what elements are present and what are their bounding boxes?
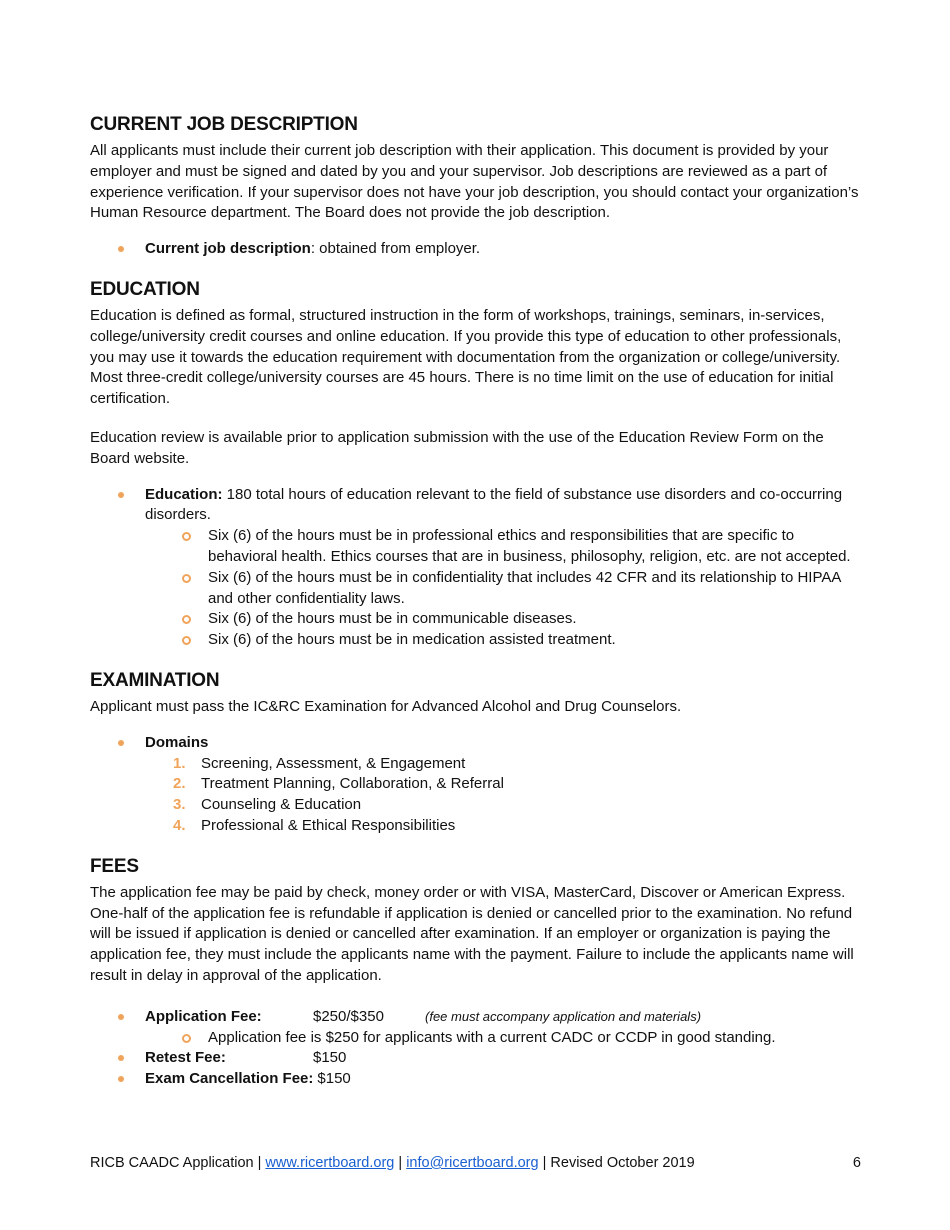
section-job-description	[90, 112, 865, 260]
list-item	[145, 733, 865, 837]
section-education	[90, 277, 865, 651]
footer-separator: |	[394, 1155, 407, 1171]
footer-prefix: RICB CAADC Application |	[90, 1155, 266, 1171]
domain-item	[173, 774, 865, 795]
job-description-list	[90, 239, 865, 260]
cancellation-fee-amount: $150	[317, 1070, 351, 1088]
education-paragraph-1: Education is defined as formal, structured instruction in the form of workshops, trainings, seminars, in-services, college/university credit courses and online education. If you provide this type of education to other professionals, you may use it towards the education requirement with documentation from the organization or college/university. Most three-credit college/university courses are 45 hours. There is no time limit on the use of education for initial certification.	[90, 306, 842, 408]
job-description-heading: CURRENT JOB DESCRIPTION	[90, 114, 358, 135]
sub-list-item: Six (6) of the hours must be in professional ethics and responsibilities that are specific to behavioral health. Ethics courses that are in business, philosophy, religion, etc. are not accepted.	[208, 526, 865, 568]
examination-list	[90, 733, 865, 837]
education-list	[90, 485, 865, 651]
domain-text: Treatment Planning, Collaboration, & Referral	[201, 775, 504, 793]
footer-suffix: | Revised October 2019	[538, 1155, 695, 1171]
sub-list-item: Application fee is $250 for applicants with a current CADC or CCDP in good standing.	[208, 1028, 865, 1049]
application-fee-amount: $250/$350	[313, 1007, 384, 1025]
domain-number: 3.	[173, 796, 186, 814]
domain-text: Counseling & Education	[201, 796, 362, 814]
examination-paragraph: Applicant must pass the IC&RC Examination for Advanced Alcohol and Drug Counselors.	[90, 697, 682, 715]
list-item	[145, 239, 865, 260]
cancellation-fee-label: Exam Cancellation Fee:	[145, 1070, 314, 1088]
application-fee-label: Application Fee:	[145, 1007, 262, 1025]
education-sub-list	[145, 526, 865, 651]
retest-fee-amount: $150	[313, 1049, 347, 1067]
bullet-label: Domains	[145, 733, 209, 751]
bullet-text: : obtained from employer.	[310, 240, 481, 258]
application-fee-sub-list	[145, 1028, 865, 1049]
sub-list-item: Six (6) of the hours must be in confidentiality that includes 42 CFR and its relationship to HIPAA and other confidentiality laws.	[208, 568, 865, 610]
list-item-application-fee	[145, 1007, 865, 1049]
domain-number: 4.	[173, 816, 186, 834]
domains-list	[145, 754, 865, 837]
section-examination	[90, 668, 865, 837]
domain-item	[173, 754, 865, 775]
fees-heading: FEES	[90, 855, 139, 877]
fee-row	[145, 1007, 865, 1028]
education-paragraph-2: Education review is available prior to application submission with the use of the Education Review Form on the Board website.	[90, 428, 824, 467]
domain-item	[173, 816, 865, 837]
bullet-label: Education:	[145, 485, 223, 503]
retest-fee-label: Retest Fee:	[145, 1049, 226, 1067]
bullet-label: Current job description	[145, 240, 311, 258]
page-footer	[90, 1153, 861, 1173]
examination-heading: EXAMINATION	[90, 669, 220, 691]
domain-text: Screening, Assessment, & Engagement	[201, 754, 466, 772]
website-link[interactable]: www.ricertboard.org	[265, 1155, 395, 1171]
section-fees	[90, 854, 865, 1090]
list-item-cancellation-fee	[145, 1069, 865, 1090]
education-heading: EDUCATION	[90, 278, 200, 300]
page-number: 6	[852, 1155, 861, 1171]
domain-number: 2.	[173, 775, 186, 793]
footer-left	[90, 1153, 695, 1173]
domain-text: Professional & Ethical Responsibilities	[201, 816, 456, 834]
sub-list-item: Six (6) of the hours must be in communicable diseases.	[208, 609, 865, 630]
application-fee-note: (fee must accompany application and materials)	[425, 1008, 702, 1024]
job-description-paragraph: All applicants must include their current job description with their application. This document is provided by your employer and must be signed and dated by you and your supervisor. Job descriptions are reviewed as a part of experience verification. If your supervisor does not have your job description, you should contact your organization’s Human Resource department. The Board does not provide the job description.	[90, 142, 859, 222]
fee-row	[145, 1048, 865, 1069]
domain-item	[173, 795, 865, 816]
fee-row	[145, 1069, 865, 1090]
fees-list	[90, 1007, 865, 1090]
list-item-retest-fee	[145, 1048, 865, 1069]
bullet-text: 180 total hours of education relevant to the field of substance use disorders and co-occurring disorders.	[145, 485, 843, 524]
fees-paragraph: The application fee may be paid by check, money order or with VISA, MasterCard, Discover or American Express. One-half of the application fee is refundable if application is denied or cancelled prior to the examination. No refund will be issued if application is denied or cancelled after examination. If an employer or organization is paying the application fee, they must include the applicants name with the payment. Failure to include the applicants name will result in delay in approval of the application.	[90, 883, 854, 984]
page-content	[90, 112, 865, 1107]
email-link[interactable]: info@ricertboard.org	[406, 1155, 539, 1171]
sub-list-item: Six (6) of the hours must be in medication assisted treatment.	[208, 630, 865, 651]
domain-number: 1.	[173, 754, 186, 772]
list-item	[145, 485, 865, 651]
